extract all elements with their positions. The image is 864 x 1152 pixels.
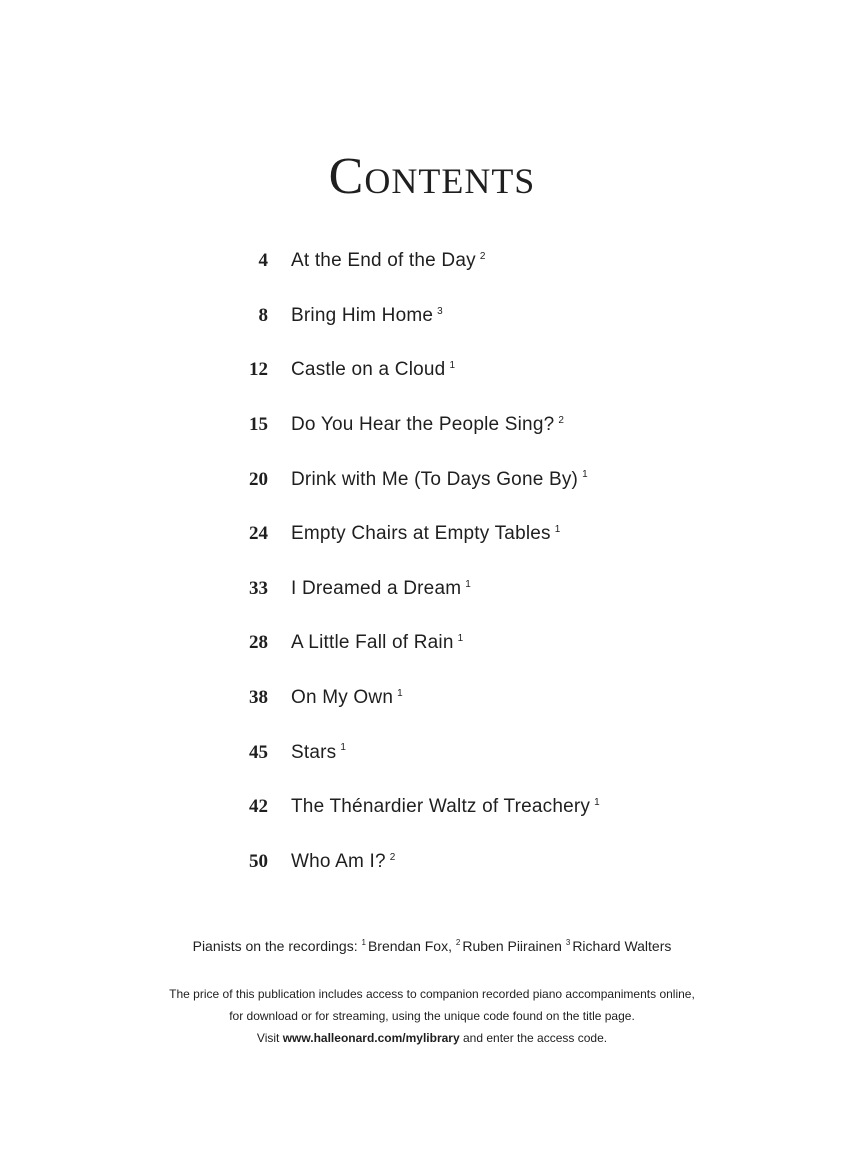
page-number: 38 [249, 687, 268, 709]
pianist-name: Ruben Piirainen [462, 938, 562, 954]
song-title: Bring Him Home $^3$ [291, 304, 443, 326]
pianist-note: 3 [565, 938, 571, 948]
pianist-note: 1 [457, 633, 464, 645]
page-number: 24 [249, 523, 268, 545]
toc-entry[interactable] [0, 780, 864, 835]
pianist-note: 1 [397, 687, 403, 699]
pianist-note: 2 [455, 938, 461, 948]
notice-line: Visit www.halleonard.com/mylibrary and enter the access code. [256, 1031, 608, 1045]
song-title: Do You Hear the People Sing? $^2$ [291, 414, 565, 436]
pianist-note: 3 [437, 305, 443, 317]
page-number: 28 [249, 632, 268, 654]
toc-entry[interactable] [0, 725, 864, 780]
pianist-name: Brendan Fox, [367, 938, 452, 954]
pianist-note: 2 [389, 851, 396, 863]
song-title: Drink with Me (To Days Gone By) $^1$ [291, 468, 588, 490]
song-title: Stars $^1$ [291, 741, 347, 763]
toc-entry[interactable] [0, 289, 864, 344]
notice-line: The price of this publication includes access to companion recorded piano accompaniments online, [169, 987, 695, 1001]
page-number: 33 [249, 577, 268, 599]
song-title: The Thénardier Waltz of Treachery $^1$ [291, 796, 600, 818]
page-number: 8 [258, 304, 268, 326]
toc-entry[interactable] [0, 234, 864, 289]
pianist-note: 1 [340, 742, 347, 754]
access-notice [0, 983, 864, 1049]
song-title: Empty Chairs at Empty Tables $^1$ [291, 523, 561, 545]
toc-entry[interactable] [0, 507, 864, 562]
pianist-note: 2 [479, 250, 486, 262]
toc-entry[interactable] [0, 398, 864, 453]
toc-entry[interactable] [0, 671, 864, 726]
pianist-note: 1 [582, 469, 588, 481]
pianist-note: 1 [361, 938, 366, 948]
notice-line: for download or for streaming, using the unique code found on the title page. [229, 1009, 635, 1023]
contents-list [0, 234, 864, 889]
pianist-note: 1 [594, 796, 600, 808]
page-number: 20 [249, 468, 268, 490]
page-number: 45 [249, 741, 268, 763]
song-title: A Little Fall of Rain $^1$ [291, 632, 464, 654]
pianists-prefix: Pianists on the recordings: [192, 938, 358, 954]
toc-entry[interactable] [0, 835, 864, 890]
page-number: 12 [249, 359, 268, 381]
page-number: 50 [249, 850, 268, 872]
song-title: Who Am I? $^2$ [291, 850, 396, 872]
pianist-note: 2 [558, 414, 565, 426]
pianists-credit [0, 938, 864, 954]
song-title: I Dreamed a Dream $^1$ [291, 577, 472, 599]
toc-entry[interactable] [0, 562, 864, 617]
song-title: At the End of the Day $^2$ [291, 250, 486, 272]
page-number: 4 [258, 250, 268, 272]
pianist-name: Richard Walters [572, 938, 672, 954]
toc-entry[interactable] [0, 452, 864, 507]
page-title: Contents [328, 147, 536, 205]
toc-entry[interactable] [0, 343, 864, 398]
page-number: 42 [249, 796, 268, 818]
pianist-note: 1 [554, 523, 561, 535]
toc-entry[interactable] [0, 616, 864, 671]
library-link[interactable]: www.halleonard.com/mylibrary [282, 1031, 460, 1045]
pianist-note: 1 [449, 360, 456, 372]
song-title: On My Own $^1$ [291, 687, 403, 709]
pianist-note: 1 [465, 578, 472, 590]
song-title: Castle on a Cloud $^1$ [291, 359, 456, 381]
page-number: 15 [249, 414, 268, 436]
